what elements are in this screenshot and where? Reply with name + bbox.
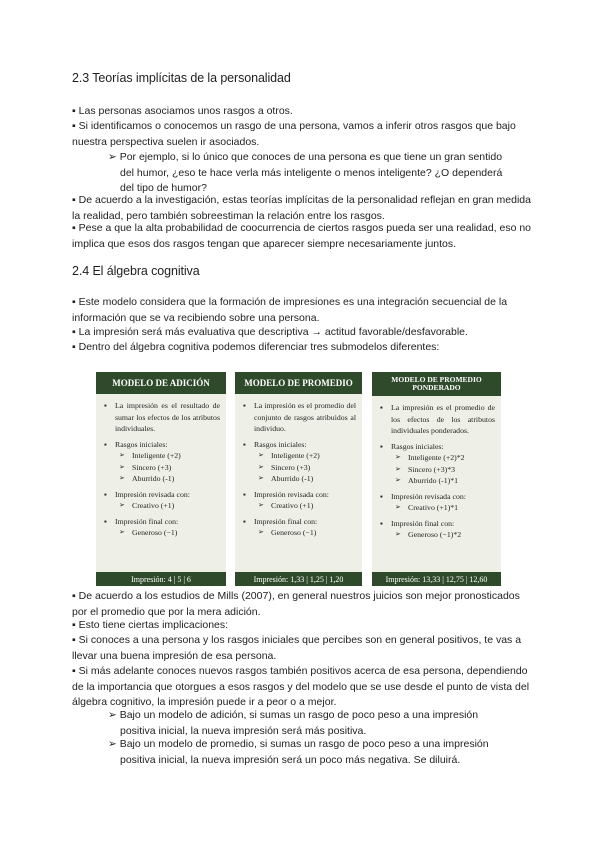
trait-item: ➢ Aburrido (-1) (102, 473, 220, 485)
paragraph: ▪ Pese a que la alta probabilidad de coocurrencia de ciertos rasgos pueda ser una realidad, eso no implica que esos dos rasgos tengan que aparecer siempre necesariamente juntos. (72, 222, 532, 250)
paragraph: ▪ Las personas asociamos unos rasgos a otros. (72, 105, 293, 117)
sub-bullet-line: positiva inicial, la nueva impresión será un poco más negativa. Se diluirá. (120, 753, 461, 766)
paragraph: ▪ De acuerdo a los estudios de Mills (2007), en general nuestros juicios son mejor pronosticados por el promedio que por la mera adición. (72, 590, 520, 618)
sub-bullet (108, 737, 532, 768)
panel-description: ▪ La impresión es el promedio del conjunto de rasgos atribuidos al individuo. (241, 400, 356, 435)
panel-revised-label: ▪ Impresión revisada con: (378, 491, 495, 503)
sub-bullet (108, 150, 532, 197)
models-figure (96, 372, 501, 586)
panel-title-line-1: MODELO DE PROMEDIO (391, 374, 482, 384)
model-panel-average (235, 372, 362, 586)
panel-initial-label: ▪ Rasgos iniciales: (378, 441, 495, 453)
trait-item: ➢ Generoso (−1) (102, 527, 220, 539)
panel-result: Impresión: 13,33 | 12,75 | 12,60 (372, 572, 501, 586)
panel-description: ▪ La impresión es el promedio de los efectos de los atributos individuales ponderados. (378, 402, 495, 437)
panel-initial-label: ▪ Rasgos iniciales: (241, 439, 356, 451)
trait-item: ➢ Aburrido (-1)*1 (378, 475, 495, 487)
sub-bullet (108, 708, 532, 739)
panel-list (372, 396, 501, 541)
trait-item: ➢ Inteligente (+2) (241, 450, 356, 462)
panel-revised-label: ▪ Impresión revisada con: (241, 489, 356, 501)
trait-item: ➢ Inteligente (+2)*2 (378, 452, 495, 464)
trait-item: ➢ Sincero (+3)*3 (378, 464, 495, 476)
trait-item: ➢ Generoso (−1)*2 (378, 529, 495, 541)
panel-title: MODELO DE ADICIÓN (96, 372, 226, 394)
sub-bullet-line: ➢ Bajo un modelo de adición, si sumas un rasgo de poco peso a una impresión (108, 709, 479, 721)
paragraph: ▪ Esto tiene ciertas implicaciones: (72, 619, 229, 631)
sub-bullet-line: ➢ Bajo un modelo de promedio, si sumas un rasgo de poco peso a una impresión (108, 738, 489, 750)
paragraph: ▪ Dentro del álgebra cognitiva podemos diferenciar tres submodelos diferentes: (72, 341, 440, 353)
panel-title-line-2: PONDERADO (412, 383, 461, 392)
paragraph: ▪ Si conoces a una persona y los rasgos iniciales que percibes son en general positivos, te vas a llevar una buena impresión de esa persona. (72, 634, 522, 662)
panel-list (235, 394, 362, 539)
section-title-2-4: 2.4 El álgebra cognitiva (72, 264, 200, 278)
panel-title-line (391, 376, 481, 393)
panel-description: ▪ La impresión es el resultado de sumar los efectos de los atributos individuales. (102, 400, 220, 435)
trait-item: ➢ Aburrido (-1) (241, 473, 356, 485)
panel-initial-label: ▪ Rasgos iniciales: (102, 439, 220, 451)
trait-item: ➢ Generoso (−1) (241, 527, 356, 539)
panel-title (372, 372, 501, 396)
model-panel-addition (96, 372, 226, 586)
panel-final-label: ▪ Impresión final con: (378, 518, 495, 530)
trait-item: ➢ Creativo (+1) (102, 500, 220, 512)
sub-bullet-line: del humor, ¿eso te hace verla más inteligente o menos inteligente? ¿O dependerá (120, 166, 503, 179)
sub-bullet-line: positiva inicial, la nueva impresión será más positiva. (120, 724, 367, 737)
panel-result: Impresión: 1,33 | 1,25 | 1,20 (235, 572, 362, 586)
section-title-2-3: 2.3 Teorías implícitas de la personalidad (72, 71, 291, 85)
panel-result: Impresión: 4 | 5 | 6 (96, 572, 226, 586)
panel-final-label: ▪ Impresión final con: (102, 516, 220, 528)
paragraph: ▪ Si identificamos o conocemos un rasgo de una persona, vamos a inferir otros rasgos que bajo nuestra perspectiva suelen ir asociados. (72, 120, 516, 148)
trait-item: ➢ Sincero (+3) (241, 462, 356, 474)
paragraph: ▪ Si más adelante conoces nuevos rasgos también positivos acerca de esa persona, dependiendo de la importancia que otorgues a esos rasgos y del modelo que se use desde el punto de vista del álgebra cognitivo, la impresión puede ir a peor o a mejor. (72, 665, 530, 708)
sub-bullet-line: ➢ Por ejemplo, si lo único que conoces de una persona es que tiene un gran sentido (108, 151, 503, 163)
paragraph: ▪ De acuerdo a la investigación, estas teorías implícitas de la personalidad reflejan en gran medida la realidad, pero también sobreestiman la relación entre los rasgos. (72, 194, 531, 222)
paragraph: ▪ Este modelo considera que la formación de impresiones es una integración secuencial de la información que se va recibiendo sobre una persona. (72, 296, 508, 324)
trait-item: ➢ Inteligente (+2) (102, 450, 220, 462)
paragraph: ▪ La impresión será más evaluativa que descriptiva → actitud favorable/desfavorable. (72, 326, 468, 338)
panel-final-label: ▪ Impresión final con: (241, 516, 356, 528)
sub-bullet-line: del tipo de humor? (120, 182, 207, 194)
trait-item: ➢ Creativo (+1) (241, 500, 356, 512)
panel-list (96, 394, 226, 539)
panel-revised-label: ▪ Impresión revisada con: (102, 489, 220, 501)
panel-title: MODELO DE PROMEDIO (235, 372, 362, 394)
model-panel-weighted-average (372, 372, 501, 586)
trait-item: ➢ Sincero (+3) (102, 462, 220, 474)
trait-item: ➢ Creativo (+1)*1 (378, 502, 495, 514)
